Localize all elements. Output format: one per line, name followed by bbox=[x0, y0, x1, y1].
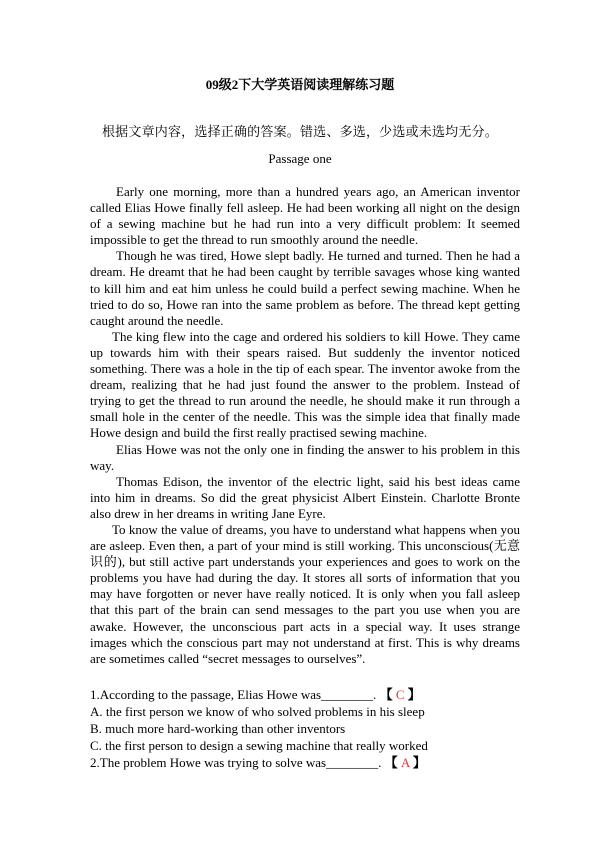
answer-bracket-open: 【 bbox=[384, 755, 398, 770]
paragraph-4: Elias Howe was not the only one in finding the answer to his problem in this way. bbox=[90, 441, 520, 473]
question-2-stem: 2.The problem Howe was trying to solve was________. bbox=[90, 755, 382, 770]
answer-bracket-close: 】 bbox=[407, 687, 421, 702]
question-2-answer: A bbox=[400, 755, 410, 770]
passage-body bbox=[90, 184, 520, 667]
paragraph-3: The king flew into the cage and ordered his soldiers to kill Howe. They came up towards him with their spears raised. But suddenly the inventor noticed something. There was a hole in the tip of each spear. The inventor awoke from the dream, realizing that he had just found the answer to the problem. Instead of trying to get the thread to run around the needle, he should make it run through a small hole in the center of the needle. This was the simple idea that finally made Howe design and build the first really practised sewing machine. bbox=[90, 328, 520, 441]
question-1-option-c: C. the first person to design a sewing machine that really worked bbox=[90, 738, 428, 753]
question-1-stem: 1.According to the passage, Elias Howe was________. bbox=[90, 687, 377, 702]
questions-section bbox=[90, 686, 530, 771]
question-2 bbox=[90, 754, 530, 771]
paragraph-5: Thomas Edison, the inventor of the electric light, said his best ideas came into him in dreams. So did the great physicist Albert Einstein. Charlotte Bronte also drew in her dreams in writing Jane Eyre. bbox=[90, 473, 520, 521]
paragraph-2: Though he was tired, Howe slept badly. He turned and turned. Then he had a dream. He dreamt that he had been caught by terrible savages whose king wanted to kill him and eat him unless he could build a perfect sewing machine. When he tried to do so, Howe ran into the same problem as before. The thread kept getting caught around the needle. bbox=[90, 248, 520, 328]
paragraph-1: Early one morning, more than a hundred years ago, an American inventor called Elias Howe finally fell asleep. He had been working all night on the design of a sewing machine but he had run into a very difficult problem: It seemed impossible to get the thread to run smoothly around the needle. bbox=[90, 184, 520, 248]
answer-bracket-open: 【 bbox=[379, 687, 393, 702]
question-1 bbox=[90, 686, 530, 703]
answer-bracket-close: 】 bbox=[412, 755, 426, 770]
question-1-option-b: B. much more hard-working than other inventors bbox=[90, 721, 346, 736]
passage-title: Passage one bbox=[268, 151, 332, 166]
question-1-answer: C bbox=[395, 687, 405, 702]
question-1-option-a: A. the first person we know of who solved problems in his sleep bbox=[90, 704, 425, 719]
document-title: 09级2下大学英语阅读理解练习题 bbox=[205, 77, 395, 92]
instruction-text: 根据文章内容，选择正确的答案。错选、多选，少选或未选均无分。 bbox=[101, 124, 498, 139]
paragraph-6: To know the value of dreams, you have to understand what happens when you are asleep. Even then, a part of your mind is still working. This unconscious(无意识的), but still active part understands your experiences and goes to work on the problems you have had during the day. It stores all sorts of information that you may have forgotten or never have really noticed. It is only when you fall asleep that this part of the brain can send messages to the part you use when you are awake. However, the unconscious part acts in a special way. It uses strange images which the conscious part may not understand at first. This is why dreams are sometimes called “secret messages to ourselves”. bbox=[90, 521, 520, 666]
